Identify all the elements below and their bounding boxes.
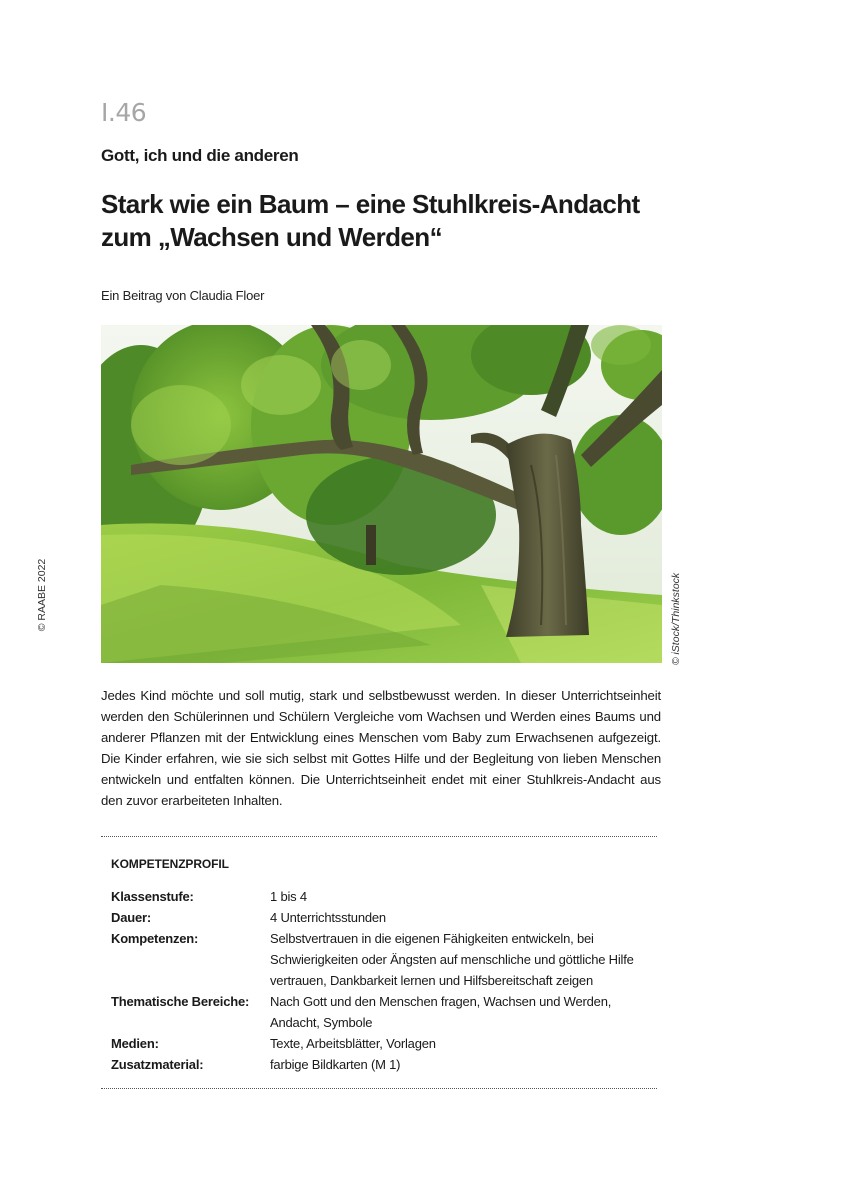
table-row bbox=[111, 1054, 651, 1075]
category-heading: Gott, ich und die anderen bbox=[101, 146, 299, 165]
tree-photo bbox=[101, 325, 662, 663]
section-number: I.46 bbox=[101, 98, 147, 127]
row-label: Zusatzmaterial: bbox=[111, 1057, 204, 1072]
row-label: Medien: bbox=[111, 1036, 159, 1051]
copyright-notice: © RAABE 2022 bbox=[36, 558, 48, 632]
row-value: Nach Gott und den Menschen fragen, Wachsen und Werden, Andacht, Symbole bbox=[270, 994, 612, 1030]
table-row bbox=[111, 1033, 651, 1054]
competence-profile-table bbox=[111, 886, 651, 1075]
row-label: Kompetenzen: bbox=[111, 931, 199, 946]
title-line-2: zum „Wachsen und Werden“ bbox=[101, 222, 442, 252]
row-value: Texte, Arbeitsblätter, Vorlagen bbox=[270, 1036, 436, 1051]
row-value: farbige Bildkarten (M 1) bbox=[270, 1057, 401, 1072]
row-label: Thematische Bereiche: bbox=[111, 994, 250, 1009]
row-value: 1 bis 4 bbox=[270, 889, 307, 904]
table-row bbox=[111, 907, 651, 928]
row-value: Selbstvertrauen in die eigenen Fähigkeiten entwickeln, bei Schwierigkeiten oder Ängsten auf menschliche und göttliche Hilfe vertrauen, Dankbarkeit lernen und Hilfsbereitschaft zeigen bbox=[270, 931, 634, 988]
row-label: Klassenstufe: bbox=[111, 889, 194, 904]
table-row bbox=[111, 928, 651, 991]
row-label: Dauer: bbox=[111, 910, 151, 925]
photo-credit: © iStock/Thinkstock bbox=[670, 572, 682, 666]
divider-top bbox=[101, 836, 657, 837]
table-row bbox=[111, 886, 651, 907]
intro-paragraph: Jedes Kind möchte und soll mutig, stark und selbstbewusst werden. In dieser Unterrichtseinheit werden den Schülerinnen und Schülern Vergleiche vom Wachsen und Werden eines Baums und anderer Pflanzen mit der Entwicklung eines Menschen vom Baby zum Erwachsenen aufgezeigt. Die Kinder erfahren, wie sie sich selbst mit Gottes Hilfe und der Begleitung von lieben Menschen entwickeln und entfalten können. Die Unterrichtseinheit endet mit einer Stuhlkreis-Andacht aus den zuvor erarbeiteten Inhalten. bbox=[101, 688, 661, 808]
profile-title: KOMPETENZPROFIL bbox=[111, 857, 229, 871]
title-line-1: Stark wie ein Baum – eine Stuhlkreis-Andacht bbox=[101, 189, 640, 219]
table-row bbox=[111, 991, 651, 1033]
page-title bbox=[101, 188, 661, 254]
divider-bottom bbox=[101, 1088, 657, 1089]
row-value: 4 Unterrichtsstunden bbox=[270, 910, 386, 925]
author-line: Ein Beitrag von Claudia Floer bbox=[101, 288, 265, 303]
